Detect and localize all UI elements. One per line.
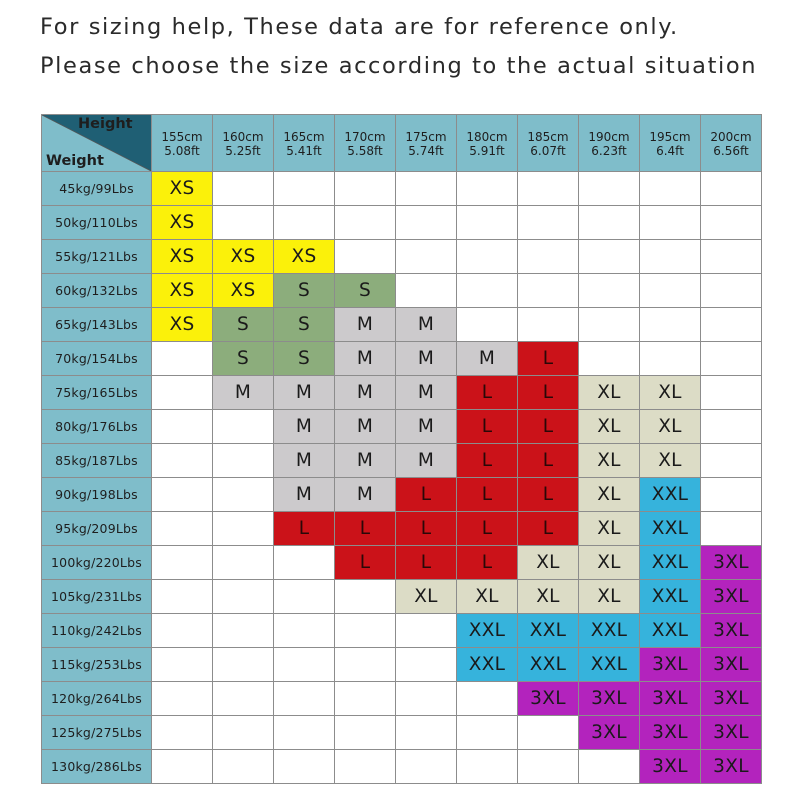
size-cell: L bbox=[396, 512, 457, 546]
size-cell bbox=[213, 648, 274, 682]
weight-label: 70kg/154Lbs bbox=[42, 342, 152, 376]
size-cell bbox=[274, 206, 335, 240]
size-cell bbox=[335, 206, 396, 240]
size-cell: 3XL bbox=[701, 580, 762, 614]
size-cell bbox=[152, 376, 213, 410]
size-cell: XL bbox=[518, 580, 579, 614]
size-cell bbox=[213, 614, 274, 648]
size-cell bbox=[701, 240, 762, 274]
size-cell bbox=[335, 648, 396, 682]
size-cell bbox=[640, 342, 701, 376]
size-cell bbox=[213, 410, 274, 444]
weight-label: 50kg/110Lbs bbox=[42, 206, 152, 240]
size-cell bbox=[518, 750, 579, 784]
size-cell: XL bbox=[457, 580, 518, 614]
size-cell: XXL bbox=[640, 580, 701, 614]
size-cell bbox=[701, 376, 762, 410]
size-chart-body bbox=[42, 172, 762, 784]
weight-label: 105kg/231Lbs bbox=[42, 580, 152, 614]
size-cell bbox=[335, 614, 396, 648]
height-ft-label: 5.58ft bbox=[347, 143, 383, 158]
height-cm-label: 190cm bbox=[588, 129, 630, 144]
size-cell bbox=[701, 342, 762, 376]
size-cell bbox=[274, 648, 335, 682]
size-cell bbox=[213, 206, 274, 240]
size-cell: 3XL bbox=[701, 614, 762, 648]
weight-row bbox=[42, 240, 762, 274]
size-cell: M bbox=[335, 308, 396, 342]
size-cell bbox=[640, 308, 701, 342]
size-cell bbox=[701, 512, 762, 546]
size-cell: L bbox=[396, 546, 457, 580]
size-cell bbox=[152, 648, 213, 682]
size-cell: M bbox=[396, 342, 457, 376]
height-cm-label: 185cm bbox=[527, 129, 569, 144]
weight-row bbox=[42, 750, 762, 784]
height-header-200cm bbox=[701, 115, 762, 172]
height-ft-label: 6.4ft bbox=[656, 143, 684, 158]
size-cell: L bbox=[457, 478, 518, 512]
weight-label: 55kg/121Lbs bbox=[42, 240, 152, 274]
size-cell: 3XL bbox=[701, 546, 762, 580]
size-cell bbox=[396, 240, 457, 274]
size-cell: L bbox=[518, 342, 579, 376]
size-cell: XL bbox=[579, 376, 640, 410]
size-cell: M bbox=[335, 444, 396, 478]
size-cell: L bbox=[457, 444, 518, 478]
size-cell: M bbox=[396, 410, 457, 444]
size-cell: 3XL bbox=[701, 716, 762, 750]
size-cell bbox=[518, 308, 579, 342]
height-cm-label: 170cm bbox=[344, 129, 386, 144]
height-ft-label: 5.74ft bbox=[408, 143, 444, 158]
size-cell bbox=[579, 240, 640, 274]
size-cell: M bbox=[274, 376, 335, 410]
size-cell bbox=[640, 274, 701, 308]
size-cell bbox=[213, 478, 274, 512]
size-cell: S bbox=[213, 342, 274, 376]
size-cell: M bbox=[274, 478, 335, 512]
size-cell bbox=[152, 580, 213, 614]
corner-height-label: Height bbox=[78, 116, 133, 132]
size-cell: XS bbox=[152, 308, 213, 342]
height-ft-label: 5.25ft bbox=[225, 143, 261, 158]
size-cell bbox=[701, 308, 762, 342]
size-cell bbox=[335, 240, 396, 274]
size-cell bbox=[213, 512, 274, 546]
size-cell: L bbox=[457, 376, 518, 410]
size-cell: L bbox=[457, 410, 518, 444]
height-ft-label: 5.08ft bbox=[164, 143, 200, 158]
weight-row bbox=[42, 172, 762, 206]
size-cell: XXL bbox=[579, 648, 640, 682]
size-cell: M bbox=[457, 342, 518, 376]
size-cell bbox=[213, 750, 274, 784]
size-cell bbox=[213, 546, 274, 580]
weight-label: 65kg/143Lbs bbox=[42, 308, 152, 342]
size-cell bbox=[152, 478, 213, 512]
weight-row bbox=[42, 342, 762, 376]
size-cell: L bbox=[274, 512, 335, 546]
size-cell: M bbox=[335, 410, 396, 444]
size-cell bbox=[152, 512, 213, 546]
size-cell bbox=[213, 172, 274, 206]
weight-row bbox=[42, 682, 762, 716]
size-cell bbox=[396, 750, 457, 784]
size-cell: XS bbox=[152, 240, 213, 274]
size-cell: XXL bbox=[518, 648, 579, 682]
size-cell: 3XL bbox=[640, 648, 701, 682]
height-header-155cm bbox=[152, 115, 213, 172]
size-cell: 3XL bbox=[701, 648, 762, 682]
weight-row bbox=[42, 478, 762, 512]
size-cell: S bbox=[274, 342, 335, 376]
size-cell: M bbox=[335, 376, 396, 410]
weight-label: 125kg/275Lbs bbox=[42, 716, 152, 750]
size-cell bbox=[518, 206, 579, 240]
size-cell bbox=[152, 410, 213, 444]
weight-row bbox=[42, 614, 762, 648]
size-cell bbox=[335, 716, 396, 750]
size-cell: XS bbox=[274, 240, 335, 274]
height-ft-label: 5.91ft bbox=[469, 143, 505, 158]
size-cell bbox=[701, 172, 762, 206]
intro-line-2: Please choose the size according to the actual situation bbox=[40, 53, 758, 79]
weight-label: 85kg/187Lbs bbox=[42, 444, 152, 478]
weight-label: 90kg/198Lbs bbox=[42, 478, 152, 512]
height-cm-label: 180cm bbox=[466, 129, 508, 144]
weight-label: 115kg/253Lbs bbox=[42, 648, 152, 682]
size-cell: L bbox=[518, 410, 579, 444]
size-cell: L bbox=[335, 512, 396, 546]
size-cell: XXL bbox=[640, 614, 701, 648]
height-header-175cm bbox=[396, 115, 457, 172]
size-cell: M bbox=[213, 376, 274, 410]
size-cell: XL bbox=[579, 580, 640, 614]
height-cm-label: 155cm bbox=[161, 129, 203, 144]
size-cell: 3XL bbox=[640, 682, 701, 716]
intro-line-1: For sizing help, These data are for reference only. bbox=[40, 14, 679, 40]
size-cell bbox=[152, 716, 213, 750]
size-cell: XS bbox=[152, 206, 213, 240]
size-cell bbox=[335, 580, 396, 614]
size-cell bbox=[701, 478, 762, 512]
size-cell bbox=[396, 172, 457, 206]
size-cell bbox=[579, 172, 640, 206]
size-cell bbox=[152, 614, 213, 648]
intro-text bbox=[40, 8, 790, 86]
size-cell: XXL bbox=[640, 478, 701, 512]
height-header-190cm bbox=[579, 115, 640, 172]
corner-weight-label: Weight bbox=[46, 153, 104, 169]
height-header-165cm bbox=[274, 115, 335, 172]
size-cell: M bbox=[335, 478, 396, 512]
size-cell bbox=[701, 410, 762, 444]
height-ft-label: 5.41ft bbox=[286, 143, 322, 158]
size-cell: S bbox=[274, 308, 335, 342]
weight-row bbox=[42, 410, 762, 444]
size-cell bbox=[579, 274, 640, 308]
size-cell bbox=[335, 172, 396, 206]
size-cell: S bbox=[274, 274, 335, 308]
size-cell bbox=[396, 682, 457, 716]
size-cell bbox=[701, 206, 762, 240]
size-cell: M bbox=[396, 444, 457, 478]
height-ft-label: 6.56ft bbox=[713, 143, 749, 158]
height-ft-label: 6.07ft bbox=[530, 143, 566, 158]
weight-label: 95kg/209Lbs bbox=[42, 512, 152, 546]
weight-label: 75kg/165Lbs bbox=[42, 376, 152, 410]
height-cm-label: 165cm bbox=[283, 129, 325, 144]
size-cell: XXL bbox=[579, 614, 640, 648]
size-cell bbox=[518, 716, 579, 750]
size-cell: L bbox=[457, 512, 518, 546]
size-cell bbox=[640, 240, 701, 274]
height-header-row bbox=[42, 115, 762, 172]
size-cell: 3XL bbox=[701, 750, 762, 784]
weight-row bbox=[42, 580, 762, 614]
size-cell: 3XL bbox=[640, 750, 701, 784]
size-cell bbox=[396, 274, 457, 308]
size-cell: M bbox=[274, 410, 335, 444]
size-cell bbox=[579, 342, 640, 376]
size-cell: XL bbox=[579, 410, 640, 444]
size-cell: 3XL bbox=[640, 716, 701, 750]
weight-row bbox=[42, 716, 762, 750]
height-header-180cm bbox=[457, 115, 518, 172]
size-cell bbox=[213, 444, 274, 478]
size-cell bbox=[274, 716, 335, 750]
size-cell bbox=[274, 580, 335, 614]
height-cm-label: 160cm bbox=[222, 129, 264, 144]
size-cell bbox=[457, 206, 518, 240]
weight-row bbox=[42, 376, 762, 410]
size-cell: XXL bbox=[640, 546, 701, 580]
weight-row bbox=[42, 648, 762, 682]
size-cell: XL bbox=[579, 478, 640, 512]
weight-label: 80kg/176Lbs bbox=[42, 410, 152, 444]
weight-row bbox=[42, 444, 762, 478]
height-header-170cm bbox=[335, 115, 396, 172]
size-cell bbox=[518, 274, 579, 308]
weight-label: 110kg/242Lbs bbox=[42, 614, 152, 648]
size-cell: L bbox=[518, 376, 579, 410]
weight-row bbox=[42, 206, 762, 240]
size-cell: M bbox=[274, 444, 335, 478]
size-cell: XL bbox=[518, 546, 579, 580]
height-cm-label: 200cm bbox=[710, 129, 752, 144]
size-cell: XS bbox=[152, 274, 213, 308]
size-cell bbox=[274, 682, 335, 716]
weight-row bbox=[42, 546, 762, 580]
size-cell bbox=[396, 614, 457, 648]
size-cell: M bbox=[396, 376, 457, 410]
size-cell: S bbox=[335, 274, 396, 308]
corner-header bbox=[42, 115, 152, 172]
size-cell: XL bbox=[579, 512, 640, 546]
size-cell: M bbox=[396, 308, 457, 342]
size-cell: XL bbox=[640, 410, 701, 444]
size-cell: S bbox=[213, 308, 274, 342]
size-cell: XS bbox=[152, 172, 213, 206]
weight-row bbox=[42, 512, 762, 546]
weight-row bbox=[42, 308, 762, 342]
height-header-185cm bbox=[518, 115, 579, 172]
size-cell bbox=[274, 614, 335, 648]
size-cell bbox=[457, 240, 518, 274]
size-cell bbox=[335, 750, 396, 784]
size-cell bbox=[396, 648, 457, 682]
size-cell bbox=[701, 274, 762, 308]
size-cell: 3XL bbox=[518, 682, 579, 716]
size-cell: XXL bbox=[640, 512, 701, 546]
size-cell: XL bbox=[640, 444, 701, 478]
size-cell bbox=[457, 716, 518, 750]
size-cell: XS bbox=[213, 240, 274, 274]
size-cell: XXL bbox=[457, 614, 518, 648]
size-cell: XL bbox=[640, 376, 701, 410]
size-cell: L bbox=[518, 512, 579, 546]
size-cell bbox=[518, 240, 579, 274]
size-cell bbox=[457, 750, 518, 784]
size-cell bbox=[518, 172, 579, 206]
size-cell bbox=[579, 750, 640, 784]
weight-label: 130kg/286Lbs bbox=[42, 750, 152, 784]
height-cm-label: 195cm bbox=[649, 129, 691, 144]
size-chart-table bbox=[41, 114, 762, 784]
size-cell: XXL bbox=[457, 648, 518, 682]
size-cell: XS bbox=[213, 274, 274, 308]
size-cell bbox=[152, 444, 213, 478]
weight-label: 60kg/132Lbs bbox=[42, 274, 152, 308]
height-header-160cm bbox=[213, 115, 274, 172]
size-cell bbox=[274, 172, 335, 206]
size-cell: 3XL bbox=[579, 682, 640, 716]
height-header-195cm bbox=[640, 115, 701, 172]
size-cell bbox=[274, 546, 335, 580]
size-cell: XL bbox=[579, 444, 640, 478]
weight-label: 45kg/99Lbs bbox=[42, 172, 152, 206]
height-cm-label: 175cm bbox=[405, 129, 447, 144]
size-cell bbox=[152, 682, 213, 716]
size-cell: 3XL bbox=[701, 682, 762, 716]
size-cell: L bbox=[518, 444, 579, 478]
size-cell bbox=[274, 750, 335, 784]
size-cell: M bbox=[335, 342, 396, 376]
size-cell: XL bbox=[579, 546, 640, 580]
size-cell bbox=[152, 546, 213, 580]
size-cell: XXL bbox=[518, 614, 579, 648]
size-cell bbox=[396, 716, 457, 750]
size-cell bbox=[213, 716, 274, 750]
weight-row bbox=[42, 274, 762, 308]
size-cell bbox=[457, 172, 518, 206]
weight-label: 120kg/264Lbs bbox=[42, 682, 152, 716]
size-cell bbox=[213, 682, 274, 716]
size-cell bbox=[579, 206, 640, 240]
height-ft-label: 6.23ft bbox=[591, 143, 627, 158]
size-cell bbox=[152, 750, 213, 784]
size-cell bbox=[213, 580, 274, 614]
size-cell bbox=[457, 274, 518, 308]
size-cell: L bbox=[457, 546, 518, 580]
size-cell bbox=[457, 682, 518, 716]
size-cell bbox=[396, 206, 457, 240]
size-cell bbox=[640, 172, 701, 206]
size-cell: L bbox=[335, 546, 396, 580]
size-cell bbox=[640, 206, 701, 240]
size-cell: 3XL bbox=[579, 716, 640, 750]
size-cell bbox=[335, 682, 396, 716]
size-cell bbox=[579, 308, 640, 342]
weight-label: 100kg/220Lbs bbox=[42, 546, 152, 580]
size-cell: L bbox=[518, 478, 579, 512]
size-cell: L bbox=[396, 478, 457, 512]
size-cell bbox=[701, 444, 762, 478]
size-cell bbox=[457, 308, 518, 342]
size-cell: XL bbox=[396, 580, 457, 614]
size-cell bbox=[152, 342, 213, 376]
